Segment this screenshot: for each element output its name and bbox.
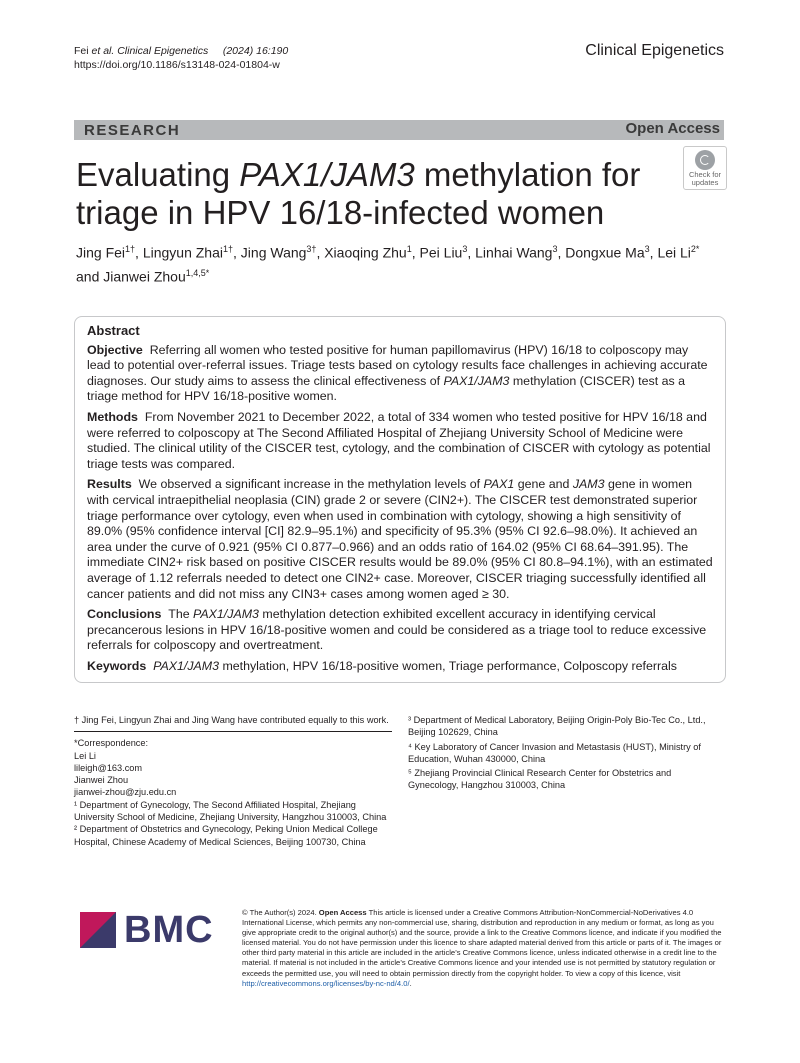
keywords-label: Keywords [87,658,147,673]
abstract-objective [87,343,713,405]
citation-header [74,44,288,72]
objective-italic: PAX1/JAM3 [443,373,510,388]
article-type-label: RESEARCH [84,122,181,139]
author-name[interactable]: Jianwei Zhou [103,268,186,285]
affiliation: ¹ Department of Gynecology, The Second Affiliated Hospital, Zhejiang University School of Medicine, Zhejiang University, Hangzhou 310003, China [74,799,387,823]
check-for-updates-button[interactable] [683,146,727,190]
title-part-2: PAX1/JAM3 [239,156,415,193]
objective-text-a: Referring all women who tested positive for human papillomavirus (HPV) 16/18 to colposcopy may lead to potential over-referral issues. Triage tests based on cytology results face challenges in achieving accurate diagnoses. Our study aims to assess the clinical effectiveness of [87,342,708,388]
author-name[interactable]: Lei Li [657,244,691,261]
author-list: Jing Fei$^{1\dagger}$, Lingyun Zhai$^{1\dagger}$, Jing Wang$^{3\dagger}$, Xiaoqing Zhu$^1$, Pei Liu$^3$, Linhai Wang$^3$, Dongxue Ma$^3$, Lei $Li^{2*}$ and Jianwei Zhou$^{1,4,5*}$ [76,244,700,285]
author-name[interactable]: Lingyun Zhai [142,244,223,261]
author-sup: 3 [552,244,558,254]
results-italic-2: JAM3 [572,477,605,492]
results-label: Results [87,477,132,492]
check-line-2: updates [691,178,719,187]
crossmark-icon [695,150,715,170]
conclusions-text-a: The [168,607,194,622]
correspondent-name: Jianwei Zhou [74,775,129,786]
author-sup: 1† [223,244,234,254]
article-title [76,156,676,232]
check-line-1: Check for [688,170,722,179]
author-sup: 3 [644,244,650,254]
objective-text-b: methylation (CISCER) test as a triage method for HPV 16/18-positive women. [87,373,686,404]
correspondent-email[interactable]: jianwei-zhou@zju.edu.cn [74,787,177,798]
affiliation: ⁵ Zhejiang Provincial Clinical Research Center for Obstetrics and Gynecology, Hangzhou 310003, China [408,768,672,791]
author-name[interactable]: Jing Fei [76,244,126,261]
authors-and: and [76,268,100,285]
abstract-keywords [87,659,713,675]
author-name[interactable]: Dongxue Ma [565,244,645,261]
affiliation: ⁴ Key Laboratory of Cancer Invasion and Metastasis (HUST), Ministry of Education, Wuhan 430000, China [408,741,701,764]
objective-label: Objective [87,342,143,357]
author-sup: 1,4,5* [185,267,210,278]
keywords-text: methylation, HPV 16/18-positive women, Triage performance, Colposcopy referrals [219,658,677,673]
keywords-italic: PAX1/JAM3 [153,658,219,673]
author-sup: 3 [462,244,468,254]
footnotes-right [408,714,724,794]
license-body: This article is licensed under a Creative Commons Attribution-NonCommercial-NoDerivatives 4.0 International License, which permits any non-commercial use, sharing, distribution and reproduction in any medium or format, as long as you give appropriate credit to the original author(s) and the source, provide a link to the Creative Commons licence, and indicate if you modified the licensed material. You do not have permission under this licence to share adapted material derived from this article or parts of it. The images or other third party material in this article are included in the article’s Creative Commons licence, unless indicated otherwise in a credit line to the material. If material is not included in the article’s Creative Commons licence and your intended use is not permitted by statutory regulation or exceeds the permitted use, you will need to obtain permission directly from the copyright holder. To view a copy of this licence, visit [242,908,722,978]
license-link[interactable]: http://creativecommons.org/licenses/by-nc-nd/4.0/ [242,978,410,988]
methods-text: From November 2021 to December 2022, a total of 334 women who tested positive for HPV 16/18 and were referred to colposcopy at The Second Affiliated Hospital of Zhejiang University School of Medicine were studied. The clinical utility of the CISCER test, cytology, and the combination of CISCER with cytology as potential triage tests was compared. [87,409,711,471]
abstract-box [74,316,726,683]
copyright: © The Author(s) 2024. [242,908,319,917]
abstract-conclusions [87,607,713,654]
equal-contribution-note: † Jing Fei, Lingyun Zhai and Jing Wang have contributed equally to this work. [74,714,392,732]
article-type-band [74,120,724,140]
author-sup: 3† [306,244,317,254]
citation-author: Fei [74,45,92,57]
author-sup: 1 [406,244,412,254]
citation-year: (2024) 16:190 [222,45,289,57]
license-text [242,908,726,989]
results-text-b: gene and [514,477,573,492]
journal-name: Clinical Epigenetics [585,42,724,59]
conclusions-label: Conclusions [87,607,162,622]
affiliation: ² Department of Obstetrics and Gynecology, Peking Union Medical College Hospital, Chinese Academy of Medical Sciences, Beijing 100730, China [74,824,378,847]
bmc-logo [80,908,222,954]
citation-line [74,44,288,58]
doi-link[interactable]: https://doi.org/10.1186/s13148-024-01804-w [74,59,280,71]
abstract-heading: Abstract [87,323,140,338]
citation-journal: et al. Clinical Epigenetics [91,45,209,57]
conclusions-text-b: methylation detection exhibited excellent accuracy in identifying cervical precancerous lesions in HPV 16/18-positive women and could be considered as a triage tool to reduce excessive referrals for colposcopy and overtreatment. [87,607,707,653]
open-access-label: Open Access [625,120,720,137]
title-part-3: methylation for triage in HPV 16/18-infected women [76,156,641,231]
abstract-methods [87,410,713,472]
author-name[interactable]: Pei Liu [419,244,463,261]
author-sup: 2* [690,244,700,254]
author-name[interactable]: Linhai Wang [475,244,553,261]
bmc-logo-text: BMC [124,909,214,951]
title-part-1: Evaluating [76,156,240,193]
abstract-results [87,477,713,602]
license-end: . [409,978,412,988]
methods-label: Methods [87,409,138,424]
conclusions-italic: PAX1/JAM3 [193,607,259,622]
author-name[interactable]: Xiaoqing Zhu [324,244,407,261]
results-text-a: We observed a significant increase in the methylation levels of [138,477,484,492]
license-open-access: Open Access [318,908,367,917]
affiliation: ³ Department of Medical Laboratory, Beijing Origin-Poly Bio-Tec Co., Ltd., Beijing 102629, China [408,715,706,738]
results-italic-1: PAX1 [483,477,515,492]
correspondent-email[interactable]: lileigh@163.com [74,762,143,773]
bmc-logo-mark [80,908,120,954]
correspondence-label: *Correspondence: [74,738,149,749]
correspondent-name: Lei Li [74,750,96,761]
footnotes-left [74,714,392,848]
results-text-c: gene in women with cervical intraepithelial neoplasia (CIN) grade 2 or severe (CIN2+). The CISCER test demonstrated superior triage performance over cytology, even when used in combination with cytology, showing a high sensitivity of 89.0% (95% confidence interval [CI] 82.9–95.1%) and specificity of 95.3% (95% CI 92.6–98.0%). It achieved an area under the curve of 0.921 (95% CI 0.877–0.966) and an odds ratio of 164.02 (95% CI 68.64–391.95). The immediate CIN2+ risk based on positive CISCER results would be 89.0% (95% CI 80.8–94.1%), with an estimated average of 1.12 referrals needed to detect one CIN2+ case. Moreover, CISCER triaging successfully identified all cancer patients and did not miss any CIN3+ cases among women aged ≥ 30. [87,477,713,601]
author-sup: 1† [125,244,136,254]
author-name[interactable]: Jing Wang [240,244,307,261]
